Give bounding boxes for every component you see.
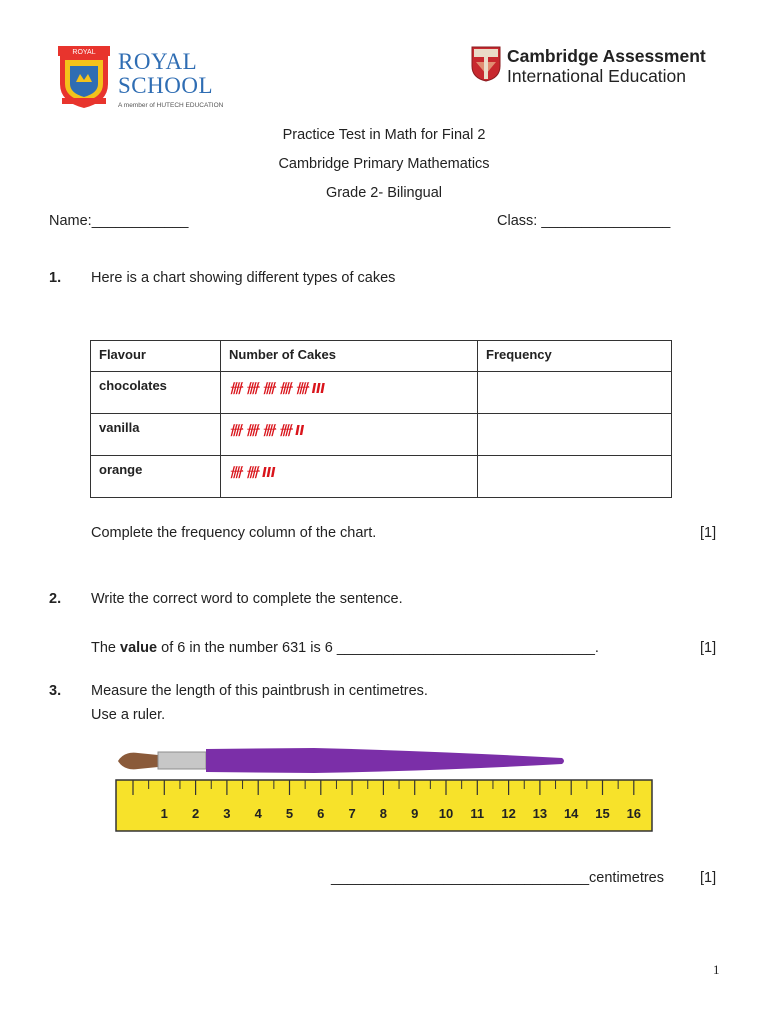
tally-marks: 卌 卌 卌 卌 II (221, 414, 478, 456)
ruler-number: 14 (563, 806, 579, 821)
cambridge-wordmark (507, 46, 706, 86)
header-frequency: Frequency (478, 341, 672, 372)
q1-instruction: Complete the frequency column of the chart. (91, 525, 377, 541)
name-field[interactable]: Name:____________ (49, 213, 189, 229)
q1-prompt: Here is a chart showing different types of cakes (91, 270, 396, 286)
school-name (118, 50, 213, 98)
frequency-cell[interactable] (478, 372, 672, 414)
ruler-number: 2 (191, 806, 200, 821)
test-grade: Grade 2- Bilingual (325, 185, 443, 201)
royal-school-crest-icon (56, 44, 112, 110)
q2-marks: [1] (700, 640, 717, 656)
q2-sentence (91, 640, 599, 656)
tally-marks: 卌 卌 卌 卌 卌 III (221, 372, 478, 414)
test-title: Practice Test in Math for Final 2 (282, 127, 486, 143)
ruler-number: 10 (438, 806, 454, 821)
q3-answer-line[interactable]: ________________________________centimetres (331, 870, 664, 886)
ruler-number: 15 (595, 806, 610, 821)
cambridge-line1: Cambridge Assessment (507, 46, 706, 66)
header-flavour: Flavour (91, 341, 221, 372)
ruler-number: 6 (317, 806, 325, 821)
brush-ferrule (158, 752, 206, 769)
flavour-cell: chocolates (91, 372, 221, 414)
frequency-cell[interactable] (478, 414, 672, 456)
page-number: 1 (713, 962, 720, 977)
school-name-line2: SCHOOL (118, 73, 214, 98)
test-subtitle: Cambridge Primary Mathematics (278, 156, 490, 172)
q2-sentence-post[interactable]: of 6 in the number 631 is 6 ________________________________. (157, 640, 599, 656)
ruler-number: 5 (285, 806, 294, 821)
cake-frequency-table (90, 340, 672, 498)
q3-instruction: Use a ruler. (91, 707, 166, 723)
flavour-cell: orange (91, 456, 221, 498)
crest-label: ROYAL (72, 49, 96, 56)
ruler-number: 3 (223, 806, 231, 821)
cambridge-shield-icon (471, 46, 501, 82)
q3-marks: [1] (700, 870, 717, 886)
ruler-number: 7 (348, 806, 356, 821)
q3-prompt: Measure the length of this paintbrush in centimetres. (91, 683, 428, 699)
q2-prompt: Write the correct word to complete the sentence. (91, 591, 403, 607)
school-tagline: A member of HUTECH EDUCATION (118, 102, 224, 109)
ruler-number: 11 (470, 806, 485, 821)
ruler (115, 779, 653, 832)
q2-keyword: value (120, 640, 158, 656)
header-number-of-cakes: Number of Cakes (221, 341, 478, 372)
q2-sentence-pre: The (91, 640, 121, 656)
table-row (91, 414, 672, 456)
q1-number: 1. (49, 270, 62, 286)
q3-number: 3. (49, 683, 62, 699)
cambridge-line2: International Education (507, 66, 687, 86)
ruler-number: 1 (160, 806, 168, 821)
q2-number: 2. (49, 591, 62, 607)
school-name-line1: ROYAL (118, 49, 198, 74)
ruler-number: 13 (532, 806, 548, 821)
table-row (91, 372, 672, 414)
ruler-number: 9 (411, 806, 419, 821)
q1-marks: [1] (700, 525, 717, 541)
brush-handle (206, 748, 564, 773)
frequency-cell[interactable] (478, 456, 672, 498)
flavour-cell: vanilla (91, 414, 221, 456)
class-field[interactable]: Class: ________________ (497, 213, 671, 229)
brush-bristles (118, 753, 158, 770)
ruler-number: 4 (254, 806, 262, 821)
ruler-number: 12 (501, 806, 516, 821)
ruler-number: 8 (379, 806, 388, 821)
tally-marks: 卌 卌 III (221, 456, 478, 498)
table-header-row (91, 341, 672, 372)
ruler-number: 16 (626, 806, 642, 821)
table-row (91, 456, 672, 498)
paintbrush-icon (114, 745, 566, 775)
